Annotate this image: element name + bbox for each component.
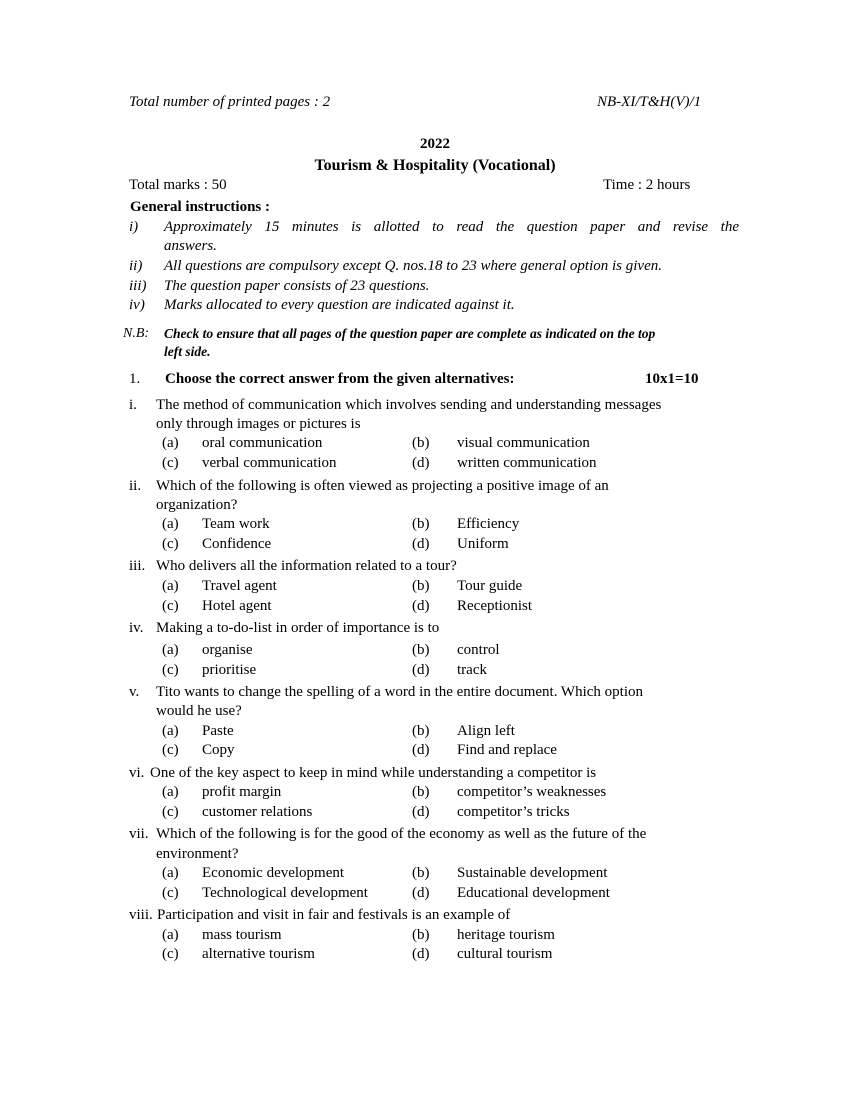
question-number: i. — [129, 397, 137, 413]
option-text: verbal communication — [202, 455, 337, 471]
option-label: (d) — [412, 455, 430, 471]
option-label: (c) — [162, 742, 179, 758]
option-label: (a) — [162, 642, 179, 658]
option-label: (c) — [162, 946, 179, 962]
nb-text: Check to ensure that all pages of the question paper are complete as indicated on the top — [164, 326, 656, 341]
option-label: (c) — [162, 804, 179, 820]
question-text: The method of communication which involves sending and understanding messages — [156, 397, 662, 413]
option-label: (b) — [412, 516, 430, 532]
option-text: Confidence — [202, 536, 272, 552]
option-text: customer relations — [202, 804, 313, 820]
option-label: (c) — [162, 598, 179, 614]
instructions-heading: General instructions : — [130, 199, 270, 215]
question-number: v. — [129, 684, 140, 700]
option-text: Sustainable development — [457, 865, 608, 881]
question-number: vii. — [129, 826, 149, 842]
option-label: (d) — [412, 946, 430, 962]
option-text: Uniform — [457, 536, 509, 552]
option-label: (a) — [162, 578, 179, 594]
option-label: (d) — [412, 662, 430, 678]
nb-label: N.B: — [123, 326, 150, 341]
instruction-number: iv) — [129, 297, 145, 313]
question-number: ii. — [129, 478, 142, 494]
option-label: (c) — [162, 662, 179, 678]
option-text: Copy — [202, 742, 235, 758]
option-label: (d) — [412, 536, 430, 552]
option-label: (c) — [162, 536, 179, 552]
option-text: Receptionist — [457, 598, 532, 614]
instruction-number: ii) — [129, 258, 143, 274]
question-number: iv. — [129, 620, 144, 636]
instruction-text: Marks allocated to every question are indicated against it. — [164, 297, 515, 313]
option-label: (b) — [412, 642, 430, 658]
question-text-cont: would he use? — [156, 703, 242, 719]
option-text: track — [457, 662, 487, 678]
option-label: (b) — [412, 723, 430, 739]
section-number: 1. — [129, 371, 141, 387]
option-label: (a) — [162, 927, 179, 943]
option-text: Hotel agent — [202, 598, 272, 614]
option-label: (d) — [412, 742, 430, 758]
option-label: (b) — [412, 435, 430, 451]
option-label: (c) — [162, 455, 179, 471]
question-text: One of the key aspect to keep in mind while understanding a competitor is — [150, 765, 597, 781]
option-label: (c) — [162, 885, 179, 901]
instruction-text: The question paper consists of 23 questions. — [164, 278, 430, 294]
question-text: Who delivers all the information related to a tour? — [156, 558, 457, 574]
option-text: written communication — [457, 455, 597, 471]
option-label: (d) — [412, 804, 430, 820]
option-label: (b) — [412, 865, 430, 881]
option-text: competitor’s weaknesses — [457, 784, 607, 800]
question-number: iii. — [129, 558, 146, 574]
option-label: (b) — [412, 784, 430, 800]
question-text-cont: environment? — [156, 846, 239, 862]
question-text: Participation and visit in fair and festivals is an example of — [157, 907, 511, 923]
option-text: Align left — [457, 723, 515, 739]
question-number: viii. — [129, 907, 153, 923]
option-text: Travel agent — [202, 578, 277, 594]
question-text-cont: only through images or pictures is — [156, 416, 361, 432]
option-label: (a) — [162, 435, 179, 451]
question-text: Making a to-do-list in order of importance is to — [156, 620, 440, 636]
instruction-text: Approximately 15 minutes is allotted to read the question paper and revise the — [164, 219, 739, 235]
time-allowed: Time : 2 hours — [603, 177, 691, 193]
option-text: mass tourism — [202, 927, 282, 943]
printed-pages-note: Total number of printed pages : 2 — [129, 94, 331, 110]
question-text: Tito wants to change the spelling of a word in the entire document. Which option — [156, 684, 643, 700]
question-text: Which of the following is often viewed as projecting a positive image of an — [156, 478, 609, 494]
option-text: oral communication — [202, 435, 323, 451]
option-label: (d) — [412, 885, 430, 901]
instruction-number: iii) — [129, 278, 147, 294]
option-text: Efficiency — [457, 516, 520, 532]
option-label: (a) — [162, 865, 179, 881]
exam-year: 2022 — [420, 136, 450, 152]
option-label: (a) — [162, 784, 179, 800]
option-text: heritage tourism — [457, 927, 555, 943]
total-marks: Total marks : 50 — [129, 177, 227, 193]
option-label: (b) — [412, 927, 430, 943]
option-label: (a) — [162, 516, 179, 532]
option-text: competitor’s tricks — [457, 804, 570, 820]
paper-code: NB-XI/T&H(V)/1 — [597, 94, 702, 110]
option-text: Paste — [202, 723, 234, 739]
exam-subject: Tourism & Hospitality (Vocational) — [314, 157, 556, 174]
option-text: Tour guide — [457, 578, 523, 594]
option-text: organise — [202, 642, 253, 658]
section-marks: 10x1=10 — [645, 371, 699, 387]
question-text: Which of the following is for the good of the economy as well as the future of the — [156, 826, 647, 842]
question-text-cont: organization? — [156, 497, 238, 513]
option-text: cultural tourism — [457, 946, 553, 962]
option-text: Technological development — [202, 885, 368, 901]
option-text: visual communication — [457, 435, 590, 451]
instruction-number: i) — [129, 219, 139, 235]
nb-text-cont: left side. — [164, 344, 211, 359]
question-number: vi. — [129, 765, 145, 781]
option-label: (b) — [412, 578, 430, 594]
option-label: (d) — [412, 598, 430, 614]
option-text: Educational development — [457, 885, 610, 901]
option-text: control — [457, 642, 500, 658]
option-text: alternative tourism — [202, 946, 315, 962]
option-text: Find and replace — [457, 742, 557, 758]
option-text: prioritise — [202, 662, 257, 678]
option-text: Economic development — [202, 865, 345, 881]
option-label: (a) — [162, 723, 179, 739]
instruction-text: All questions are compulsory except Q. nos.18 to 23 where general option is given. — [164, 258, 662, 274]
option-text: profit margin — [202, 784, 282, 800]
instruction-text-cont: answers. — [164, 238, 217, 254]
option-text: Team work — [202, 516, 270, 532]
section-title: Choose the correct answer from the given alternatives: — [165, 371, 515, 387]
